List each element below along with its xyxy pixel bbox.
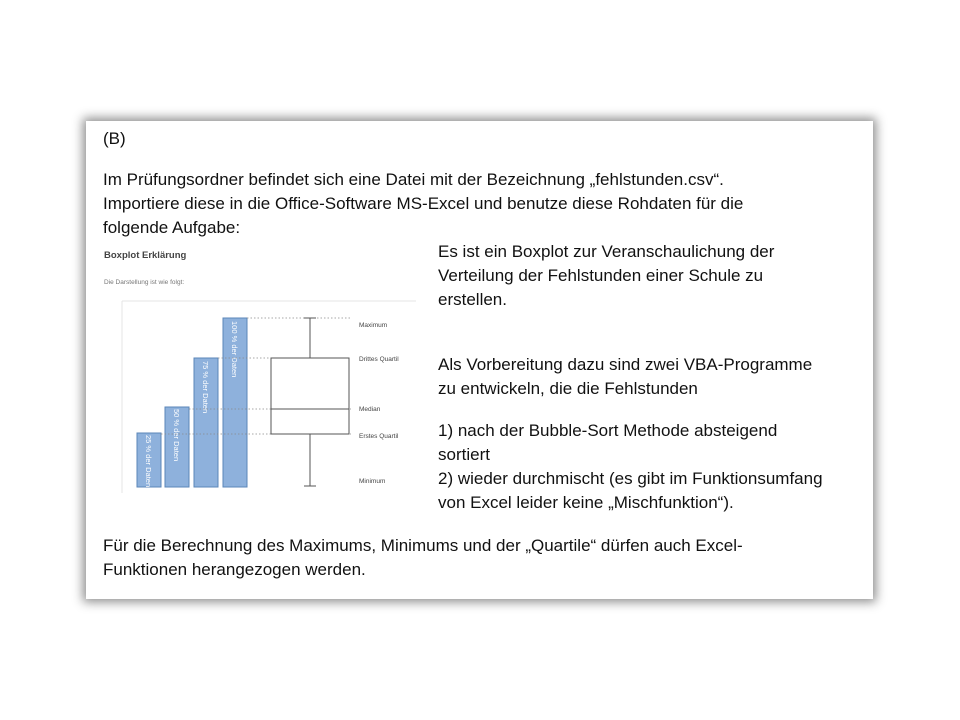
footer-line: Für die Berechnung des Maximums, Minimums und der „Quartile“ dürfen auch Excel- [103, 536, 743, 555]
boxplot-figure [86, 121, 426, 501]
task-paragraph-1 [438, 240, 858, 312]
boxplot-diagram [86, 121, 426, 501]
label-maximum: Maximum [359, 322, 388, 329]
bar-label: 50 % der Daten [172, 409, 181, 462]
label-minimum: Minimum [359, 478, 386, 485]
list-item: von Excel leider keine „Mischfunktion“). [438, 493, 734, 512]
bars-group [137, 318, 247, 487]
task-paragraph-2 [438, 353, 858, 401]
marker-labels [359, 322, 399, 485]
list-item: sortiert [438, 445, 490, 464]
section-label: (B) [103, 129, 126, 148]
intro-line: Importiere diese in die Office-Software MS-Excel und benutze diese Rohdaten für die [103, 194, 744, 213]
bar-25-percent [137, 433, 161, 487]
bar-75-percent [194, 358, 218, 487]
footer-line: Funktionen herangezogen werden. [103, 560, 366, 579]
text-line: Verteilung der Fehlstunden einer Schule zu [438, 266, 764, 285]
bar-label: 25 % der Daten [144, 435, 153, 488]
boxplot [271, 318, 349, 486]
intro-line: folgende Aufgabe: [103, 218, 241, 237]
bar-label: 75 % der Daten [201, 361, 210, 414]
task-list [438, 419, 868, 515]
bar-label: 100 % der Daten [230, 321, 239, 378]
label-third-quartile: Drittes Quartil [359, 356, 399, 363]
figure-title: Boxplot Erklärung [104, 250, 187, 261]
list-item: 2) wieder durchmischt (es gibt im Funktionsumfang [438, 469, 823, 488]
text-line: Es ist ein Boxplot zur Veranschaulichung der [438, 242, 775, 261]
label-first-quartile: Erstes Quartil [359, 433, 399, 440]
text-line: zu entwickeln, die die Fehlstunden [438, 379, 698, 398]
label-median: Median [359, 406, 381, 413]
list-item: 1) nach der Bubble-Sort Methode absteigend [438, 421, 778, 440]
text-line: Als Vorbereitung dazu sind zwei VBA-Programme [438, 355, 813, 374]
text-line: erstellen. [438, 290, 507, 309]
intro-line: Im Prüfungsordner befindet sich eine Datei mit der Bezeichnung „fehlstunden.csv“. [103, 170, 724, 189]
bar-100-percent [223, 318, 247, 487]
bar-50-percent [165, 407, 189, 487]
footer-paragraph [103, 534, 843, 582]
slide-card [86, 121, 873, 599]
box [271, 358, 349, 434]
figure-subtitle: Die Darstellung ist wie folgt: [104, 279, 185, 286]
